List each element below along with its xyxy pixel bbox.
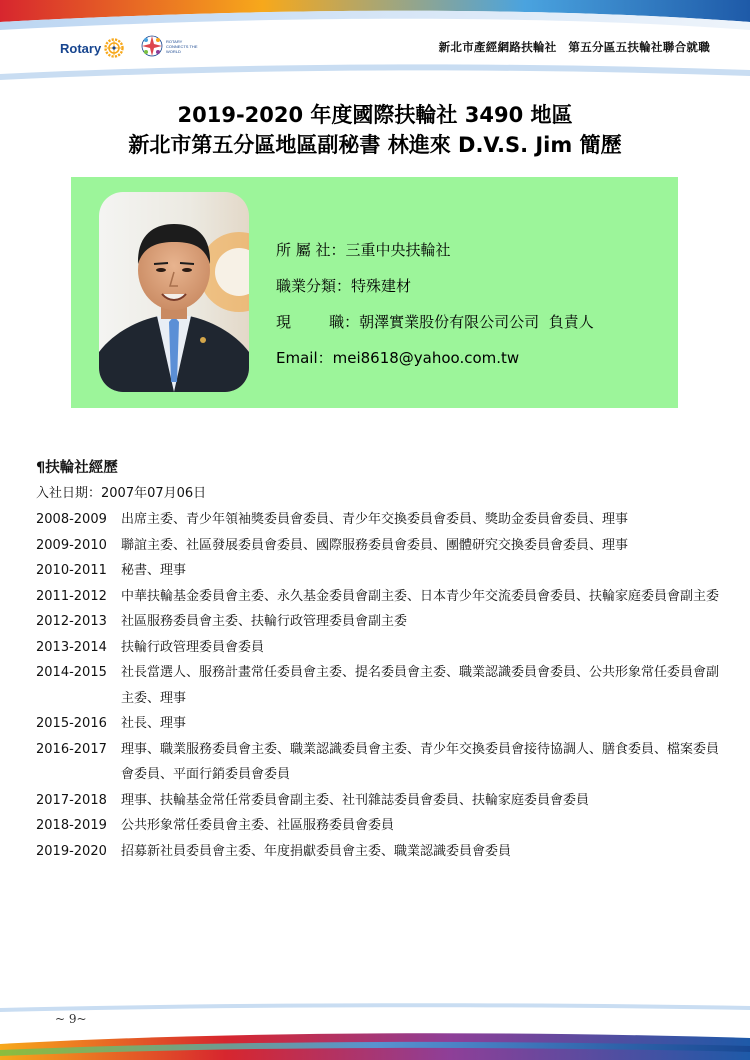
rotary-history-section bbox=[36, 455, 726, 864]
footer-swoosh-decoration bbox=[0, 1000, 750, 1060]
profile-card bbox=[71, 177, 678, 408]
portrait-illustration bbox=[99, 192, 249, 392]
rotary-theme-logo-icon bbox=[140, 34, 164, 58]
profile-info bbox=[276, 232, 594, 376]
join-date: 入社日期：2007年07月06日 bbox=[36, 486, 207, 501]
history-year: 2011-2012 bbox=[36, 588, 107, 604]
profile-row-email bbox=[276, 340, 594, 376]
classification-label: 職業分類： bbox=[276, 277, 352, 295]
rotary-wheel-icon bbox=[104, 38, 124, 58]
document-title bbox=[0, 100, 750, 160]
history-year: 2018-2019 bbox=[36, 818, 107, 833]
history-roles: 秘書、理事 bbox=[121, 563, 187, 578]
history-entry bbox=[36, 660, 726, 711]
club-value: 三重中央扶輪社 bbox=[345, 241, 451, 259]
history-roles: 理事、職業服務委員會主委、職業認識委員會主委、青少年交換委員會接待協調人、膳食委員、檔案委員會委員、平面行銷委員會委員 bbox=[121, 741, 720, 782]
history-entry bbox=[36, 839, 726, 865]
history-roles: 理事、扶輪基金常任常委員會副主委、社刊雜誌委員會委員、扶輪家庭委員會委員 bbox=[121, 792, 590, 808]
history-year: 2013-2014 bbox=[36, 639, 107, 655]
history-entry bbox=[36, 788, 726, 814]
history-roles: 招募新社員委員會主委、年度捐獻委員會主委、職業認識委員會委員 bbox=[121, 843, 512, 859]
history-year: 2009-2010 bbox=[36, 537, 107, 553]
email-label: Email： bbox=[276, 349, 333, 367]
history-entry bbox=[36, 558, 726, 584]
club-label: 所 屬 社： bbox=[276, 241, 346, 259]
section-title: ¶扶輪社經歷 bbox=[36, 460, 118, 476]
history-year: 2015-2016 bbox=[36, 716, 107, 731]
title-line-1: 2019-2020 年度國際扶輪社 3490 地區 bbox=[177, 103, 573, 127]
history-roles: 公共形象常任委員會主委、社區服務委員會委員 bbox=[121, 818, 395, 833]
profile-row-classification bbox=[276, 268, 594, 304]
history-roles: 扶輪行政管理委員會委員 bbox=[121, 639, 265, 655]
portrait-photo bbox=[99, 192, 249, 392]
history-entry bbox=[36, 711, 726, 737]
history-entry bbox=[36, 584, 726, 610]
history-entry bbox=[36, 737, 726, 788]
history-year: 2014-2015 bbox=[36, 665, 107, 680]
email-value[interactable]: mei8618@yahoo.com.tw bbox=[332, 349, 520, 367]
history-entry bbox=[36, 609, 726, 635]
rotary-theme-text: ROTARY CONNECTS THE WORLD bbox=[166, 38, 198, 54]
history-roles: 聯誼主委、社區發展委員會委員、國際服務委員會委員、團體研究交換委員會委員、理事 bbox=[121, 537, 629, 553]
history-year: 2017-2018 bbox=[36, 792, 107, 808]
history-roles: 社長當選人、服務計畫常任委員會主委、提名委員會主委、職業認識委員會委員、公共形象常任委員會副主委、理事 bbox=[121, 665, 720, 706]
history-entry bbox=[36, 507, 726, 533]
history-year: 2008-2009 bbox=[36, 512, 107, 527]
profile-row-position bbox=[276, 304, 594, 340]
history-entry bbox=[36, 635, 726, 661]
rotary-theme-logo bbox=[140, 34, 198, 58]
history-year: 2012-2013 bbox=[36, 614, 107, 629]
header-title: 新北市產經網路扶輪社 第五分區五扶輪社聯合就職 bbox=[438, 40, 710, 54]
history-year: 2010-2011 bbox=[36, 563, 107, 578]
page-number: ~ 9~ bbox=[55, 1012, 87, 1026]
rotary-logo-text: Rotary bbox=[60, 40, 102, 56]
position-value: 朝澤實業股份有限公司公司 負責人 bbox=[359, 313, 594, 331]
rotary-logo bbox=[60, 38, 124, 58]
history-roles: 社長、理事 bbox=[121, 716, 187, 731]
history-year: 2016-2017 bbox=[36, 741, 107, 757]
history-entry bbox=[36, 813, 726, 839]
history-roles: 中華扶輪基金委員會主委、永久基金委員會副主委、日本青少年交流委員會委員、扶輪家庭委員會副主委 bbox=[121, 588, 720, 604]
history-roles: 出席主委、青少年領袖獎委員會委員、青少年交換委員會委員、獎助金委員會委員、理事 bbox=[121, 512, 629, 527]
title-line-2: 新北市第五分區地區副秘書 林進來 D.V.S. Jim 簡歷 bbox=[128, 133, 622, 157]
history-roles: 社區服務委員會主委、扶輪行政管理委員會副主委 bbox=[121, 614, 408, 629]
position-label: 現 職： bbox=[276, 313, 360, 331]
history-year: 2019-2020 bbox=[36, 843, 107, 859]
profile-row-club bbox=[276, 232, 594, 268]
classification-value: 特殊建材 bbox=[351, 277, 412, 295]
history-entry bbox=[36, 533, 726, 559]
page-header bbox=[0, 0, 750, 95]
history-list bbox=[36, 507, 726, 864]
